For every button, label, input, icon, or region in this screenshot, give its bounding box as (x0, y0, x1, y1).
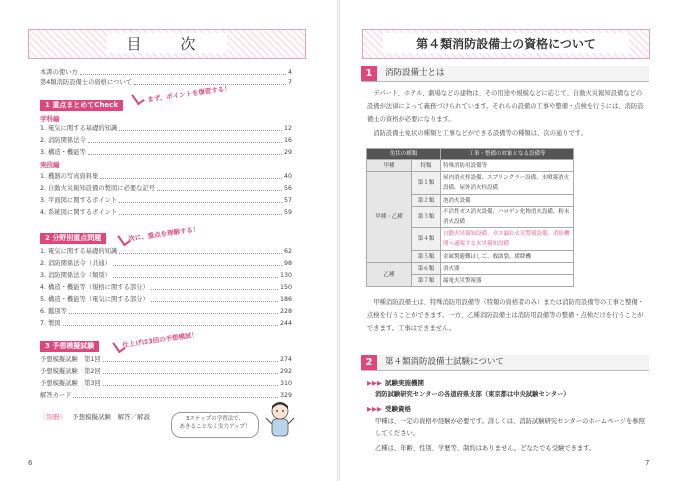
toc-row[interactable]: 3. 消防関係法令（類別） 130 (40, 272, 292, 279)
table-header: 工事・整備の対象となる設備等 (441, 149, 574, 160)
toc-row[interactable]: 1. 機器の写真資料集 40 (40, 173, 292, 180)
table-row: 第２類 泡消火設備 (367, 195, 574, 207)
toc-row[interactable]: 予想模擬試験 第1回 274 (40, 356, 292, 363)
section-1-head: 1 重点まとめてCheck (40, 100, 123, 111)
speech-bubble: 3ステップの学習法で、 あきることなく実力アップ！ (171, 412, 259, 438)
section-2-head: 2 分野別重点問題 (40, 233, 106, 244)
table-row: 第５類 金属製避難はしご、救助袋、緩降機 (367, 251, 574, 263)
table-row: 第７類 漏電火災警報器 (367, 275, 574, 287)
book-spine (337, 0, 340, 481)
toc-row[interactable]: 4. 構造・機能等（規格に関する部分） 150 (40, 284, 292, 291)
toc-row[interactable]: 2. 自動火災報知設備の製図に必要な記号 56 (40, 185, 292, 192)
subheading-eligibility: ▶▶▶ 受験資格 (367, 405, 411, 413)
table-row: 第３類 不活性ガス消火設備、ハロゲン化物消火設備、粉末消火設備 (367, 207, 574, 228)
chapter-header (362, 29, 650, 59)
toc-row[interactable]: 4. 系統図に関するポイント 59 (40, 209, 292, 216)
exam-body-text: 消防試験研究センターの各道府県支部（東京都は中央試験センター） (375, 391, 570, 398)
table-row: 甲種・乙種 第１類 屋内消火栓設備、スプリンクラー設備、水噴霧消火設備、屋外消火栓設備 (367, 172, 574, 195)
section-2-callout: 次に、重点を理解する！ (127, 225, 200, 243)
toc-row[interactable]: 1. 電気に関する基礎的知識 12 (40, 125, 292, 132)
toc-header (28, 29, 306, 59)
toc-row[interactable]: 2. 消防関係法令 16 (40, 137, 292, 144)
toc-row-intro-1[interactable]: 本書の使い方 4 (40, 69, 292, 76)
table-header: 免状の種類 (367, 149, 441, 160)
table-row: 第４類 自動火災報知設備、ガス漏れ火災警報設備、消防機関へ通報する火災報知設備 (367, 228, 574, 251)
paragraph-3: 甲種消防設備士は、特殊消防用設備等（特類の資格者のみ）または消防用設備等の工事と整備・点検を行うことができます。一方、乙種消防設備士は消防用設備等の整備・点検だけを行うことができます。工事はできません。 (367, 299, 645, 332)
bessatsu-note: 〈別冊〉 予想模擬試験 解答／解説 (40, 413, 150, 421)
toc-row[interactable]: 7. 製図 244 (40, 320, 292, 327)
toc-row[interactable]: 3. 構造・機能等 29 (40, 149, 292, 156)
toc-title: 目 次 (107, 33, 227, 53)
toc-row[interactable]: 予想模擬試験 第2回 292 (40, 368, 292, 375)
toc-row[interactable]: 6. 鑑別等 228 (40, 308, 292, 315)
toc-row[interactable]: 2. 消防関係法令（共通） 98 (40, 260, 292, 267)
toc-row-intro-2[interactable]: 第4類消防設備士の資格について 7 (40, 79, 292, 86)
table-row: 乙種 第６類 消火器 (367, 263, 574, 275)
section-1-callout: まず、ポイントを復習する！ (146, 84, 232, 104)
eligibility-text-1: 甲種は、一定の資格や経験が必要です。詳しくは、消防試験研究センターのホームページを参照してください。 (375, 418, 645, 437)
section-heading-2: 2 第４類消防設備士試験について (361, 355, 649, 371)
table-row: 甲種 特類 特殊消防用設備等 (367, 160, 574, 172)
section-3-head: 3 予想模擬試験 (40, 341, 99, 352)
subheading-exam-body: ▶▶▶ 試験実施機関 (367, 379, 424, 387)
toc-row[interactable]: 1. 電気に関する基礎的知識 62 (40, 248, 292, 255)
paragraph-2: 消防設備士免状の種類と工事などができる設備等の種類は、次の通りです。 (373, 130, 587, 137)
toc-row[interactable]: 5. 構造・機能等（電気に関する部分） 186 (40, 296, 292, 303)
license-table (366, 148, 574, 287)
toc-row[interactable]: 3. 平面図に関するポイント 57 (40, 197, 292, 204)
paragraph-1: デパート、ホテル、劇場などの建物は、その用途や規模などに応じて、自動火災報知設備などの設備が法律によって義務づけられています。それらの設備の工事や整備・点検を行うには、消防設備士の資格が必要になります。 (367, 90, 644, 123)
sub-head-jitsugi: 実技編 (40, 161, 60, 169)
toc-row[interactable]: 予想模擬試験 第3回 310 (40, 380, 292, 387)
section-heading-1: 1 消防設備士とは (361, 66, 649, 82)
section-3-callout: 仕上げは3回の予想模試！ (121, 330, 199, 350)
page-number-right: 7 (645, 459, 650, 467)
eligibility-text-2: 乙種は、年齢、性別、学歴等、制約はありません。どなたでも受験できます。 (375, 445, 596, 452)
character-illustration (265, 400, 295, 442)
toc-row[interactable]: 解答カード 329 (40, 392, 292, 399)
chapter-title: 第４類消防設備士の資格について (383, 33, 629, 53)
sub-head-gakka: 学科編 (40, 115, 60, 123)
page-number-left: 6 (28, 459, 33, 467)
